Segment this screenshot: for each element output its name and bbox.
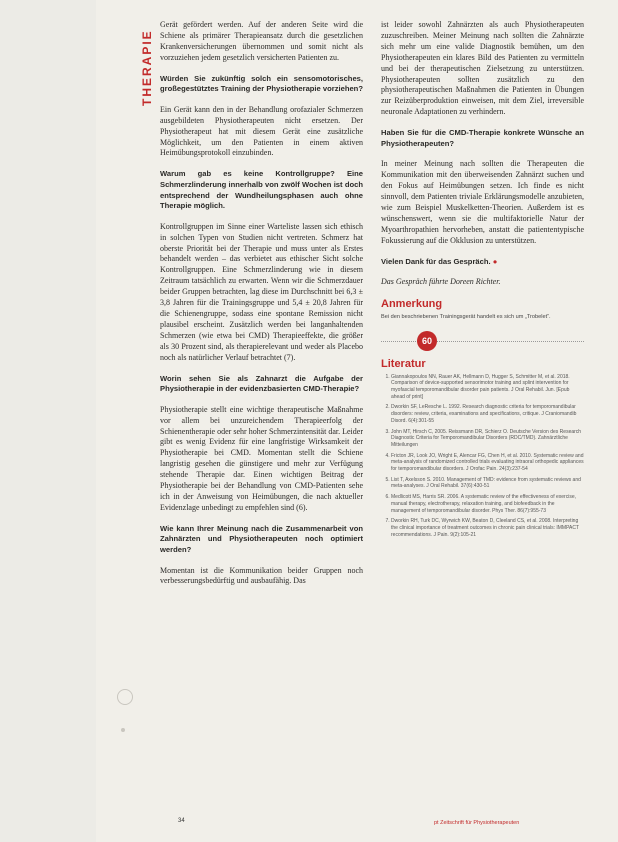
end-mark-icon: ● (492, 256, 498, 266)
interview-question: Worin sehen Sie als Zahnarzt die Aufgabe der Physiotherapie in der evidenzbasierten CMD-Therapie? (160, 373, 363, 394)
publication-footer: pt Zeitschrift für Physiotherapeuten (434, 820, 520, 826)
right-column (381, 20, 584, 542)
paragraph: ist leider sowohl Zahnärzten als auch Physiotherapeuten zuzuschreiben. Meiner Meinung nach sollten die Zahnärzte sich mehr um eine valide Diagnostik bemühen, um den Physiotherapeuten ein klares Bild des Patienten zu vermitteln und bei der therapeutischen Zielsetzung zu unterstützen. Physiotherapeuten sollten zusätzlich zu den physiotherapeutischen Maßnahmen die Patienten in Übungen zur Reizüberproduktion einweisen, mit dem Ziel, irreversible neuronale Adaptationen zu verhindern. (381, 20, 584, 117)
reference-item: 3. John MT, Hirsch C, 2005. Reissmann DR, Schierz O. Deutsche Version des Research Diagnostic Criteria for Temporomandibular Disorders (RDC/TMD). Zahnärztliche Mitteilungen (391, 429, 584, 449)
anmerkung-heading: Anmerkung (381, 298, 443, 311)
thanks-text: Vielen Dank für das Gespräch. (381, 256, 491, 266)
paragraph: In meiner Meinung nach sollten die Therapeuten die Kommunikation mit den überweisenden Zahnärzt suchen und den Fokus auf Heimübungen setzen. Ich finde es nicht sinnvoll, dem Patienten triviale Erklärungsmodelle anzubieten, wie zum Beispiel Muskelketten-Theorien. Außerdem ist es wünschenswert, wenn sie die multifaktorielle Natur der Myoarthropathien hervorheben, anstatt die patiententypische Fokussierung auf die Okklusion zu unterstützen. (381, 159, 584, 245)
left-column (160, 20, 363, 597)
reference-item: 2. Dworkin SF, LeResche L. 1992. Research diagnostic criteria for temporomandibular disorders: review, criteria, examinations and specifications, critique. J Craniomandib Disord. 6(4):301-55 (391, 404, 584, 424)
reference-item: 4. Fricton JR, Look JO, Wright E, Alencar FG, Chen H, et al. 2010. Systematic review and meta-analysis of randomized controlled trials evaluating intraoral orthopedic appliances for temporomandibular disorders. J Orofac Pain. 24(3):237-54 (391, 453, 584, 473)
page-margin (0, 0, 96, 842)
interview-credit: Das Gespräch führte Doreen Richter. (381, 277, 501, 287)
reference-item: 6. Medlicott MS, Harris SR. 2006. A systematic review of the effectiveness of exercise, manual therapy, electrotherapy, relaxation training, and biofeedback in the management of temporomandibular disorder. Phys Ther. 86(7):955-73 (391, 494, 584, 514)
dotted-rule (381, 341, 584, 342)
reference-item: 5. List T, Axelsson S. 2010. Management of TMD: evidence from systematic reviews and meta-analyses. J Oral Rehabil. 37(6):430-51 (391, 477, 584, 490)
interview-question: Haben Sie für die CMD-Therapie konkrete Wünsche an Physiotherapeuten? (381, 128, 584, 148)
anmerkung-text: Bei den beschriebenen Trainingsgerät handelt es sich um „Trobelet“. (381, 314, 551, 321)
page-number: 34 (178, 818, 185, 824)
reference-item: 7. Dworkin RH, Turk DC, Wyrwich KW, Beaton D, Cleeland CS, et al. 2008. Interpreting the clinical importance of treatment outcomes in chronic pain clinical trials: IMMPACT recommendations. J Pain. 9(2):105-21 (391, 518, 584, 538)
paragraph: Gerät gefördert werden. Auf der anderen Seite wird die Schiene als primärer Therapieansatz durch die gesetzlichen Krankenversicherungen übernommen und somit nicht als vorzuziehen jedem gesetzlich versicherten Patienten zu. (160, 20, 363, 62)
paragraph: Physiotherapie stellt eine wichtige therapeutische Maßnahme vor allem bei unzureichendem Therapieerfolg der Schienentherapie oder sehr hoher Schmerzintensität dar. Leider gibt es wenig Evidenz für eine langfristige Wirksamkeit der Physiotherapie bei CMD. Momentan stellt die Schiene langristig gesehen die günstigere und mehr zur Verfügung stehende Therapie dar. Einen wichtigen Beitrag der Physiotherapie bei der Behandlung von CMD-Patienten sehe ich in der Anweisung von Heimübungen, die nach aktueller Evidenzlage unbedingt zu empfehlen sind (6). (160, 404, 363, 512)
paragraph: Ein Gerät kann den in der Behandlung orofazialer Schmerzen ausgebildeten Physiotherapeuten nicht ersetzen. Der Physiotherapeut hat mit diesem Gerät eine zusätzliche Möglichkeit, um den Patienten in einem aktiven Heimübungsprotokoll einzubinden. (160, 104, 363, 158)
section-divider (381, 330, 584, 352)
reference-list (381, 374, 584, 539)
closing-line (381, 257, 584, 268)
decorative-dot (121, 728, 125, 732)
paragraph: Momentan ist die Kommunikation beider Gruppen noch verbesserungsbedürftig und ausbaufähig. Das (160, 565, 363, 586)
section-tag: THERAPIE (140, 29, 154, 107)
decorative-circle (117, 689, 133, 705)
literatur-heading: Literatur (381, 357, 426, 370)
interview-question: Wie kann Ihrer Meinung nach die Zusammenarbeit von Zahnärzten und Physiotherapeuten noch optimiert werden? (160, 523, 363, 554)
interview-question: Würden Sie zukünftig solch ein sensomotorisches, großegestütztes Training der Physiotherapie vorziehen? (160, 73, 363, 94)
paragraph: Kontrollgruppen im Sinne einer Warteliste lassen sich ethisch in solchen Typen von Studien nicht vertreten. Schmerz hat oberste Priorität bei der Therapie und muss unter als Erstes behandelt werden – das verbietet aus ethischer Sicht solche Kontrollgruppen. Eine Schmerzlinderung wie in diesem Zeitraum tatsächlich zu erwarten. Wenn wir die Schmerzdauer beider Gruppen betrachten, lag diese im Durchschnitt bei 6,3 ± 3,8 Jahren für die Trainingsgruppe und 5,4 ± 20,8 Jahren für die Schienengruppe, sodass eine spontane Remission nicht plausibel erscheint. Zusätzlich werden bei langanhaltenden Schmerzen (wie etwa bei CMD) Therapieeffekte, die größer als 30 Prozent sind, als therapierelevant und weder als Placebo noch als natürlicher Verlauf betrachtet (7). (160, 221, 363, 362)
number-badge: 60 (417, 331, 437, 351)
reference-item: 1. Giannakopoulos NN, Rauer AK, Hellmann D, Hugger S, Schmitter M, et al. 2018. Comparison of device-supported sensorimotor training and splint intervention for myofascial temporomandibular disorder pain patients. J Oral Rehabil. Jun. [Epub ahead of print] (391, 374, 584, 401)
interview-question: Warum gab es keine Kontrollgruppe? Eine Schmerzlinderung innerhalb von zwölf Wochen ist doch entsprechend der Wundheilungsphasen auch ohne Therapie möglich. (160, 169, 363, 211)
